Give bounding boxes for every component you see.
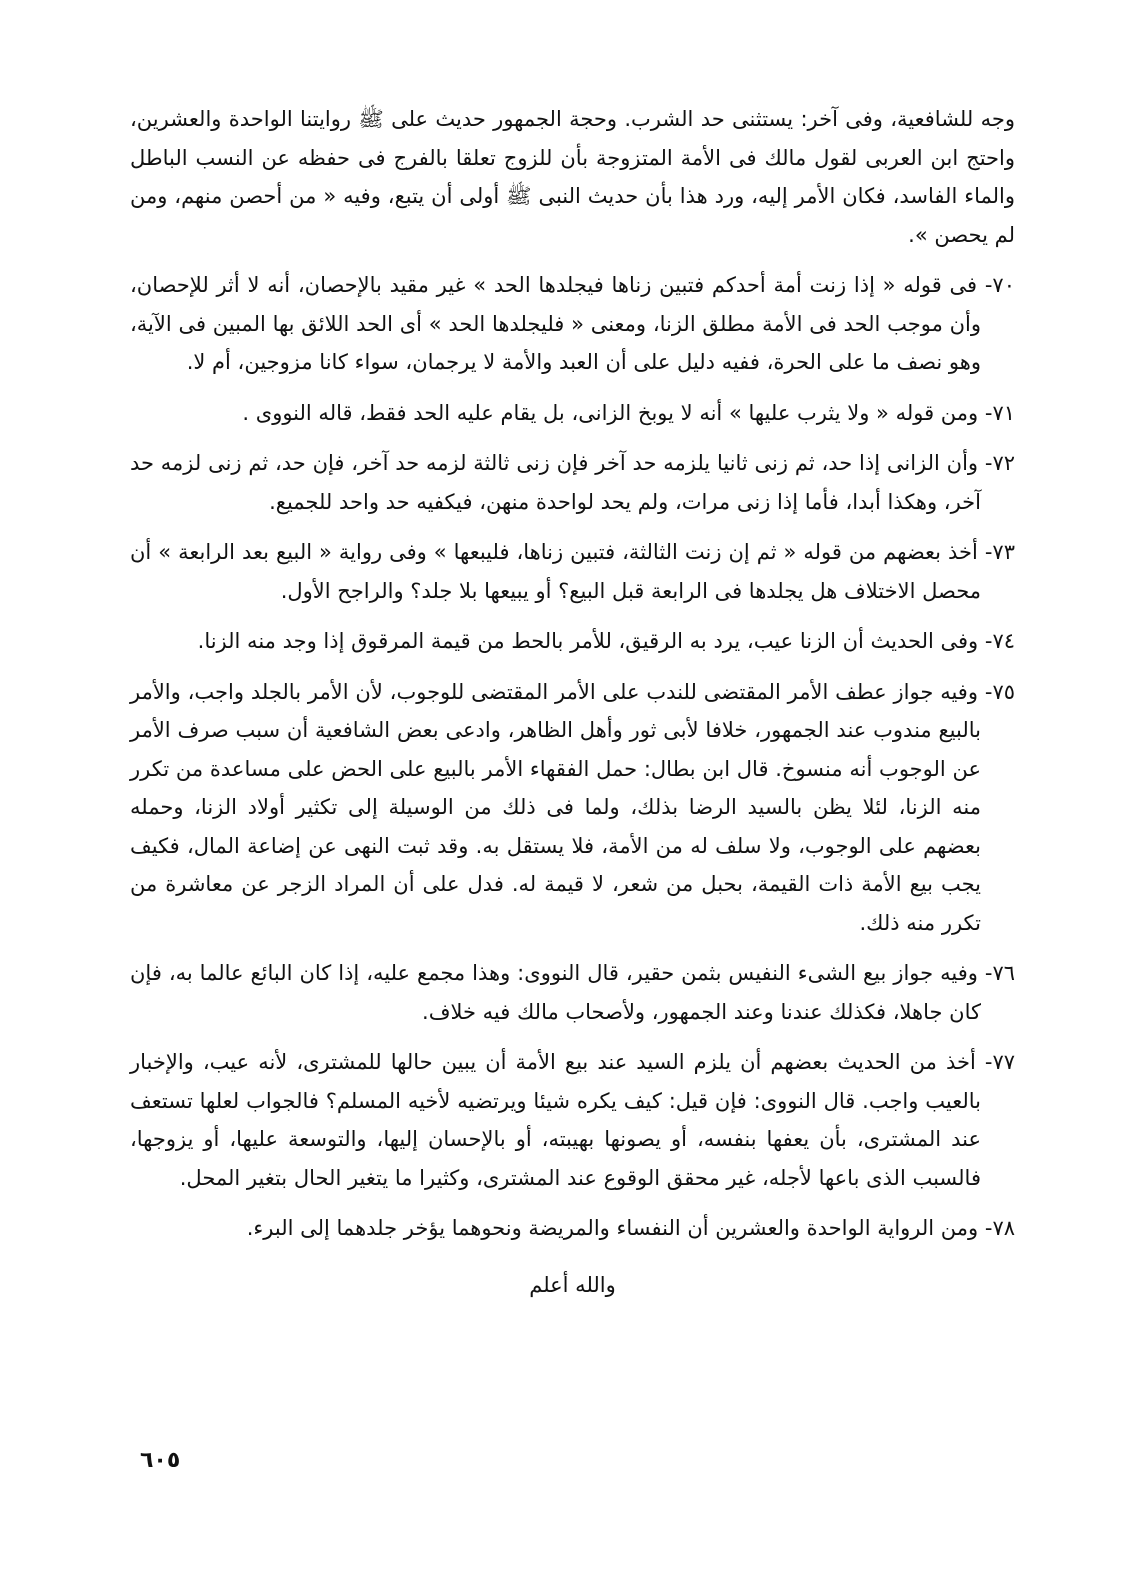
paragraph-74: [130, 622, 1015, 661]
paragraph-71: [130, 394, 1015, 433]
paragraph-73: [130, 533, 1015, 610]
paragraph-text: أخذ من الحديث بعضهم أن يلزم السيد عند بيع الأمة أن يبين حالها للمشترى، لأنه عيب، والإخبار بالعيب واجب. قال النووى: فإن قيل: كيف يكره شيئا ويرتضيه لأخيه المسلم؟ فالجواب لعلها تستعف عند المشترى، بأن يعفها بنفسه، أو يصونها بهيبته، أو بالإحسان إليها، والتوسعة عليها، أو يزوجها، فالسبب الذى باعها لأجله، غير محقق الوقوع عند المشترى، وكثيرا ما يتغير الحال بتغير المحل.: [130, 1050, 981, 1190]
paragraph-text: وفى الحديث أن الزنا عيب، يرد به الرقيق، للأمر بالحط من قيمة المرقوق إذا وجد منه الزنا.: [197, 629, 979, 653]
paragraph-number: ٧٦-: [984, 961, 1015, 985]
closing-phrase: والله أعلم: [529, 1272, 616, 1297]
paragraph-number: ٧٧-: [984, 1050, 1015, 1074]
paragraph-number: ٧٠-: [984, 273, 1015, 297]
paragraph-text: أخذ بعضهم من قوله « ثم إن زنت الثالثة، فتبين زناها، فليبعها » وفى رواية « البيع بعد الرابعة » أن محصل الاختلاف هل يجلدها فى الرابعة قبل البيع؟ أو يبيعها بلا جلد؟ والراجح الأول.: [130, 540, 981, 603]
page-body: [130, 100, 1015, 1304]
paragraph-70: [130, 266, 1015, 382]
paragraph-number: ٧٨-: [984, 1216, 1015, 1240]
paragraph-78: [130, 1209, 1015, 1248]
paragraph-number: ٧٤-: [984, 629, 1015, 653]
paragraph-number: ٧١-: [984, 400, 1015, 425]
paragraph-number: ٧٢-: [984, 451, 1015, 475]
paragraph-text: وفيه جواز عطف الأمر المقتضى للندب على الأمر المقتضى للوجوب، لأن الأمر بالجلد واجب، والأمر بالبيع مندوب عند الجمهور، خلافا لأبى ثور وأهل الظاهر، وادعى بعض الشافعية أن سبب صرف الأمر عن الوجوب أنه منسوخ. قال ابن بطال: حمل الفقهاء الأمر بالبيع على الحض على مساعدة من تكرر منه الزنا، لئلا يظن بالسيد الرضا بذلك، ولما فى ذلك من الوسيلة إلى تكثير أولاد الزنا، وحمله بعضهم على الوجوب، ولا سلف له من الأمة، فلا يستقل به. وقد ثبت النهى عن إضاعة المال، فكيف يجب بيع الأمة ذات القيمة، بحبل من شعر، لا قيمة له. فدل على أن المراد الزجر عن معاشرة من تكرر منه ذلك.: [130, 679, 981, 935]
paragraph-75: [130, 673, 1015, 943]
paragraph-number: ٧٣-: [984, 540, 1015, 564]
paragraph-text: وفيه جواز بيع الشىء النفيس بثمن حقير، قال النووى: وهذا مجمع عليه، إذا كان البائع عالما به، فإن كان جاهلا، فكذلك عندنا وعند الجمهور، ولأصحاب مالك فيه خلاف.: [130, 961, 981, 1024]
paragraph-text: ومن قوله « ولا يثرب عليها » أنه لا يوبخ الزانى، بل يقام عليه الحد فقط، قاله النووى .: [242, 400, 979, 425]
paragraph-continuation: [130, 100, 1015, 254]
paragraph-text: ومن الرواية الواحدة والعشرين أن النفساء والمريضة ونحوهما يؤخر جلدهما إلى البرء.: [246, 1216, 979, 1240]
page-number: ٦٠٥: [140, 1448, 181, 1473]
paragraph-text: وأن الزانى إذا حد، ثم زنى ثانيا يلزمه حد آخر فإن زنى ثالثة لزمه حد آخر، فإن حد، ثم زنى لزمه حد آخر، وهكذا أبدا، فأما إذا زنى مرات، ولم يحد لواحدة منهن، فيكفيه حد واحد للجميع.: [130, 451, 981, 514]
paragraph-number: ٧٥-: [984, 679, 1015, 704]
paragraph-72: [130, 444, 1015, 521]
paragraph-77: [130, 1043, 1015, 1197]
paragraph-text: وجه للشافعية، وفى آخر: يستثنى حد الشرب. وحجة الجمهور حديث على ﷺ روايتنا الواحدة والعشرين، واحتج ابن العربى لقول مالك فى الأمة المتزوجة بأن للزوج تعلقا بالفرج فى حفظه عن النسب الباطل والماء الفاسد، فكان الأمر إليه، ورد هذا بأن حديث النبى ﷺ أولى أن يتبع، وفيه « من أحصن منهم، ومن لم يحصن ».: [130, 107, 1015, 247]
paragraph-76: [130, 954, 1015, 1031]
paragraph-text: فى قوله « إذا زنت أمة أحدكم فتبين زناها فيجلدها الحد » غير مقيد بالإحصان، أنه لا أثر للإحصان، وأن موجب الحد فى الأمة مطلق الزنا، ومعنى « فليجلدها الحد » أى الحد اللائق بها المبين فى الآية، وهو نصف ما على الحرة، ففيه دليل على أن العبد والأمة لا يرجمان، سواء كانا مزوجين، أم لا.: [130, 273, 981, 374]
